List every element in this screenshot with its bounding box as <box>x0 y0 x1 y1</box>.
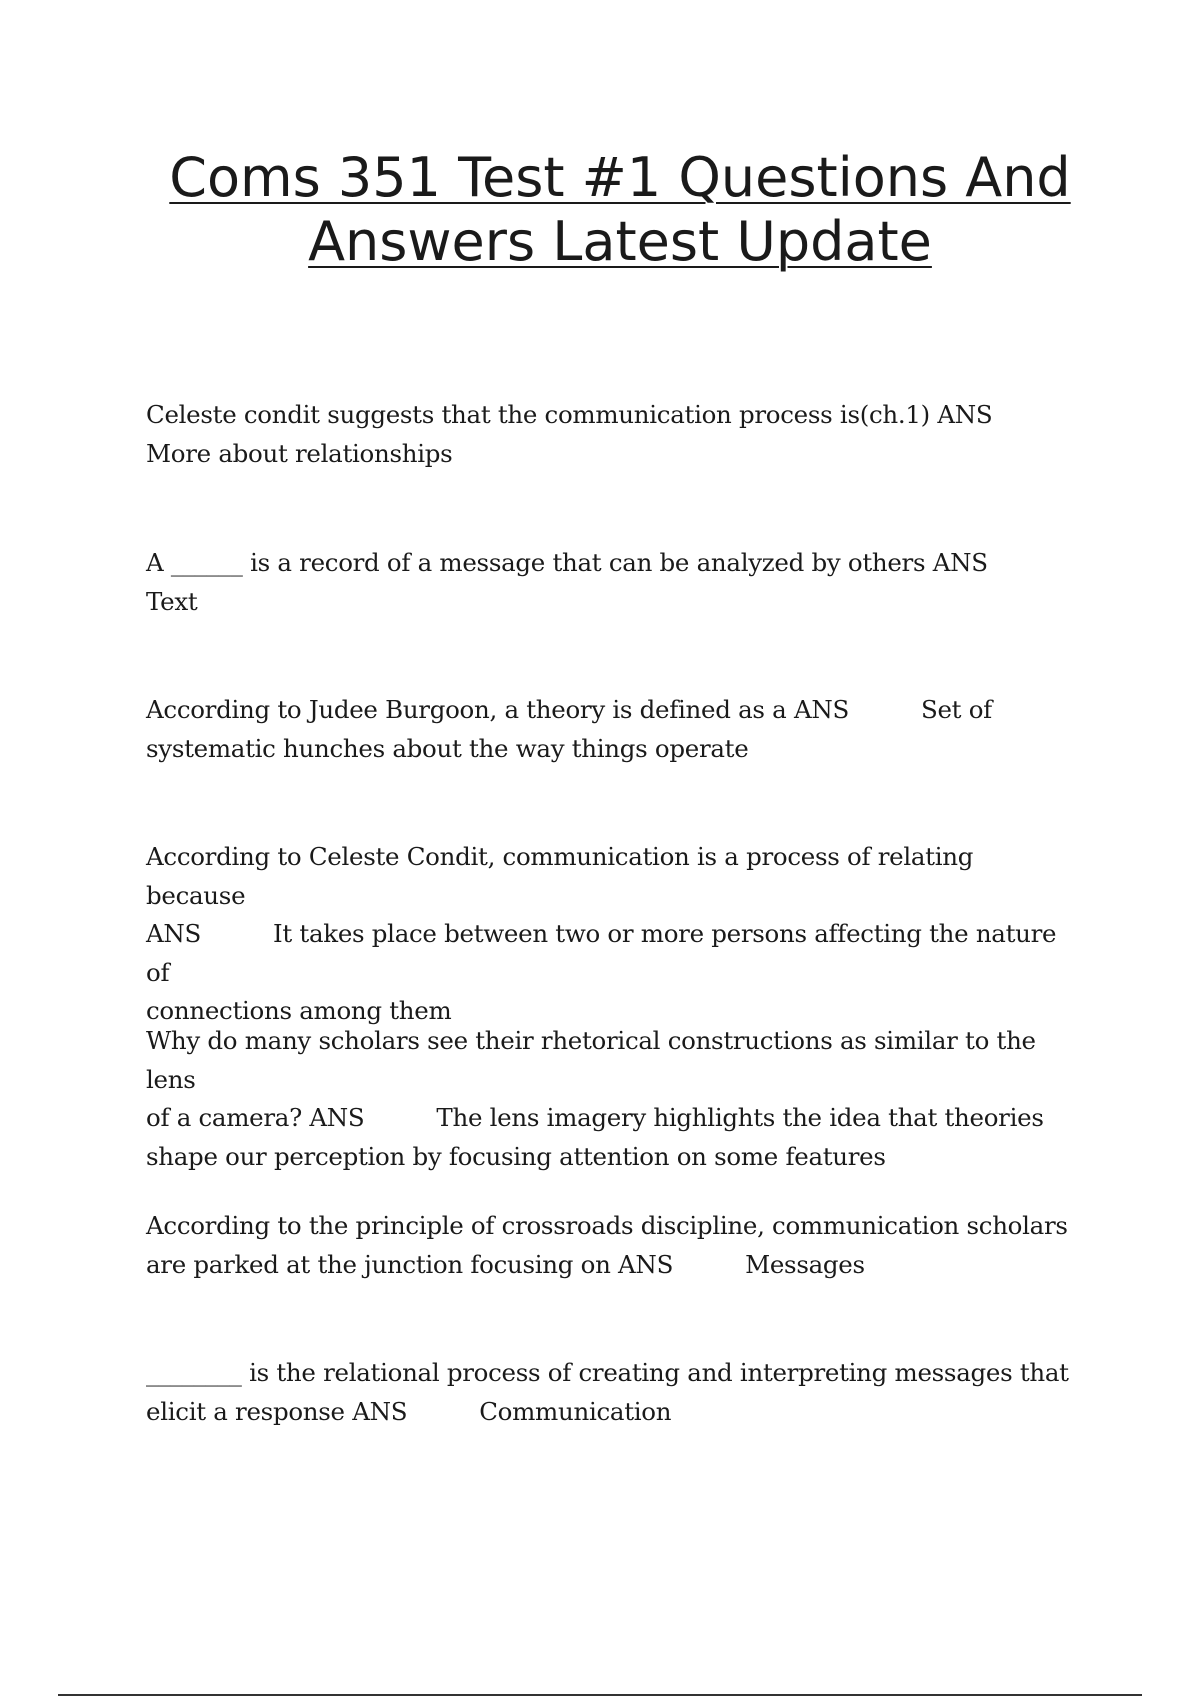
qa-question: According to Celeste Condit, communication is a process of relating because <box>146 842 981 910</box>
qa-question: According to Judee Burgoon, a theory is defined as a ANS <box>146 695 849 724</box>
qa-item-1 <box>146 396 1076 473</box>
title-line-2: Answers Latest Update <box>308 210 932 273</box>
title-line-1: Coms 351 Test #1 Questions And <box>169 146 1071 209</box>
qa-answer: Text <box>146 586 198 616</box>
footer-divider <box>58 1694 1142 1696</box>
qa-question-cont: elicit a response ANS <box>146 1396 408 1426</box>
qa-answer: Messages <box>745 1249 865 1279</box>
qa-item-7 <box>146 1354 1076 1431</box>
qa-answer: It takes place between two or more persons affecting the nature of <box>146 919 1064 987</box>
qa-answer-cont: shape our perception by focusing attention on some features <box>146 1141 886 1171</box>
qa-question: ________ is the relational process of creating and interpreting messages that <box>146 1358 1069 1387</box>
document-title <box>130 146 1110 274</box>
qa-answer: systematic hunches about the way things operate <box>146 733 749 763</box>
qa-item-4 <box>146 838 1076 1031</box>
qa-ans-marker: ANS <box>146 919 202 948</box>
qa-question: According to the principle of crossroads discipline, communication scholars <box>146 1211 1068 1240</box>
qa-item-2 <box>146 544 1076 621</box>
qa-question: A ______ is a record of a message that can be analyzed by others ANS <box>146 548 988 577</box>
qa-item-5 <box>146 1022 1076 1176</box>
qa-item-6 <box>146 1207 1076 1284</box>
qa-answer: The lens imagery highlights the idea that theories <box>436 1103 1044 1132</box>
qa-question-cont: of a camera? ANS <box>146 1103 365 1132</box>
qa-answer-cont: connections among them <box>146 996 452 1025</box>
qa-item-3 <box>146 691 1076 768</box>
qa-answer: Communication <box>479 1396 672 1426</box>
qa-question: Celeste condit suggests that the communication process is(ch.1) ANS <box>146 400 993 429</box>
qa-question: Why do many scholars see their rhetorical constructions as similar to the lens <box>146 1026 1044 1094</box>
qa-answer: More about relationships <box>146 438 453 468</box>
qa-question-cont: are parked at the junction focusing on ANS <box>146 1249 674 1279</box>
qa-answer-start: Set of <box>920 695 992 724</box>
